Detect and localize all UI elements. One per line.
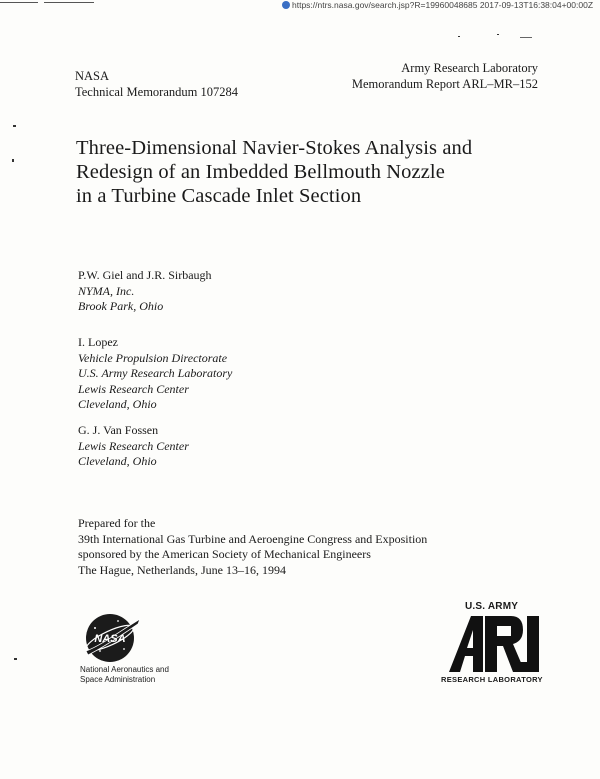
affiliation-line: Cleveland, Ohio	[78, 397, 157, 411]
source-url[interactable]: https://ntrs.nasa.gov/search.jsp?R=19960048685 2017-09-13T16:38:04+00:00Z	[292, 0, 594, 10]
author-names: I. Lopez	[78, 335, 118, 349]
affiliation-line: Lewis Research Center	[78, 438, 189, 453]
scan-speck	[458, 36, 460, 37]
affiliation-line: Brook Park, Ohio	[78, 299, 164, 313]
header-right	[352, 60, 538, 92]
document-title	[76, 136, 546, 208]
logo-star	[123, 648, 125, 650]
logo-wordmark: NASA	[94, 633, 126, 645]
scan-speck	[12, 159, 14, 162]
memo-report-number: Memorandum Report ARL–MR–152	[351, 77, 538, 91]
prepared-line: sponsored by the American Society of Mechanical Engineers	[78, 547, 371, 561]
prepared-line: The Hague, Netherlands, June 13–16, 1994	[78, 562, 286, 577]
prepared-for-block	[78, 516, 427, 578]
arl-wordmark: ARL	[494, 666, 496, 667]
prepared-line: 39th International Gas Turbine and Aeroengine Congress and Exposition	[78, 531, 428, 546]
prepared-line: Prepared for the	[78, 516, 156, 530]
scan-speck	[520, 37, 532, 38]
author-names: P.W. Giel and J.R. Sirbaugh	[78, 268, 212, 282]
affiliation-line: U.S. Army Research Laboratory	[78, 366, 233, 380]
logo-star	[99, 650, 101, 652]
affiliation-line: Lewis Research Center	[78, 381, 189, 396]
scan-speck	[497, 34, 499, 35]
caption-line: National Aeronautics and	[80, 665, 169, 674]
author-group-2	[78, 335, 232, 413]
scan-speck	[14, 658, 17, 660]
top-rule-right	[44, 2, 94, 3]
caption-line: Space Administration	[80, 675, 156, 684]
arl-lab-text: RESEARCH LABORATORY	[441, 675, 543, 684]
title-line: Three-Dimensional Navier-Stokes Analysis and	[76, 137, 473, 159]
author-group-1	[78, 268, 212, 315]
report-number: Technical Memorandum 107284	[75, 85, 238, 99]
author-names: G. J. Van Fossen	[78, 423, 159, 437]
globe-icon	[282, 1, 290, 9]
arl-us-army-text: U.S. ARMY	[465, 601, 519, 612]
title-line: Redesign of an Imbedded Bellmouth Nozzle	[76, 161, 445, 183]
agency-name: NASA	[75, 69, 110, 83]
author-group-3	[78, 423, 189, 470]
nasa-meatball-logo	[80, 611, 144, 665]
nasa-caption	[80, 665, 169, 685]
affiliation-line: Vehicle Propulsion Directorate	[78, 350, 228, 365]
header-left	[75, 68, 238, 100]
affiliation-line: NYMA, Inc.	[78, 283, 135, 298]
top-rule-left	[0, 2, 38, 3]
title-line: in a Turbine Cascade Inlet Section	[76, 185, 362, 207]
logo-star	[94, 627, 96, 629]
affiliation-line: Cleveland, Ohio	[78, 454, 157, 468]
lab-name: Army Research Laboratory	[401, 61, 538, 75]
scan-speck	[13, 125, 16, 127]
arl-logo-mark	[447, 614, 543, 674]
logo-star	[117, 620, 119, 622]
source-url-stamp	[282, 0, 593, 10]
